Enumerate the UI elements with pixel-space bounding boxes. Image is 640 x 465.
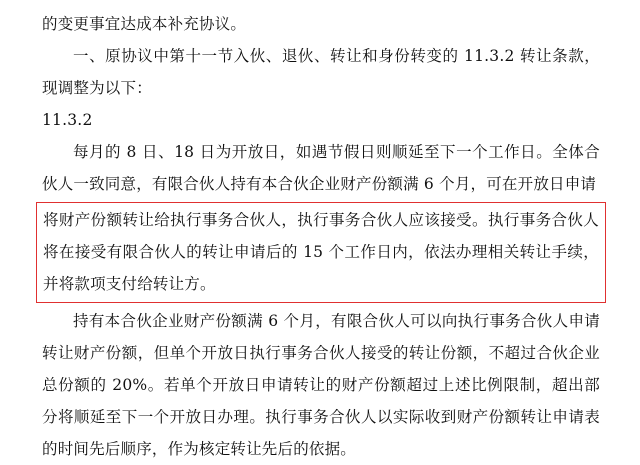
paragraph-clause-number: 11.3.2 xyxy=(42,111,93,129)
paragraph-open-day-rules: 每月的 8 日、18 日为开放日，如遇节假日则顺延至下一个工作日。全体合伙人一致同意，有限合伙人持有本合伙企业财产份额满 6 个月，可在开放日申请 xyxy=(42,143,600,193)
paragraph-clause-heading: 一、原协议中第十一节入伙、退伙、转让和身份转变的 11.3.2 转让条款，现调整为以下： xyxy=(42,47,600,97)
paragraph-continuation: 的变更事宜达成本补充协议。 xyxy=(42,15,247,33)
paragraph-transfer-limits: 持有本合伙企业财产份额满 6 个月，有限合伙人可以向执行事务合伙人申请转让财产份额，但单个开放日执行事务合伙人接受的转让份额，不超过合伙企业总份额的 20%。若单个开放日申请转让的财产份额超过上述比例限制，超出部分将顺延至下一个开放日办理。执行事务合伙人以实际收到财产份额转让申请表的时间先后顺序，作为核定转让先后的依据。 xyxy=(42,312,600,458)
highlighted-clause-text: 将财产份额转让给执行事务合伙人，执行事务合伙人应该接受。执行事务合伙人将在接受有限合伙人的转让申请后的 15 个工作日内，依法办理相关转让手续，并将款项支付给转让方。 xyxy=(43,211,599,293)
highlighted-clause-box xyxy=(36,202,606,303)
